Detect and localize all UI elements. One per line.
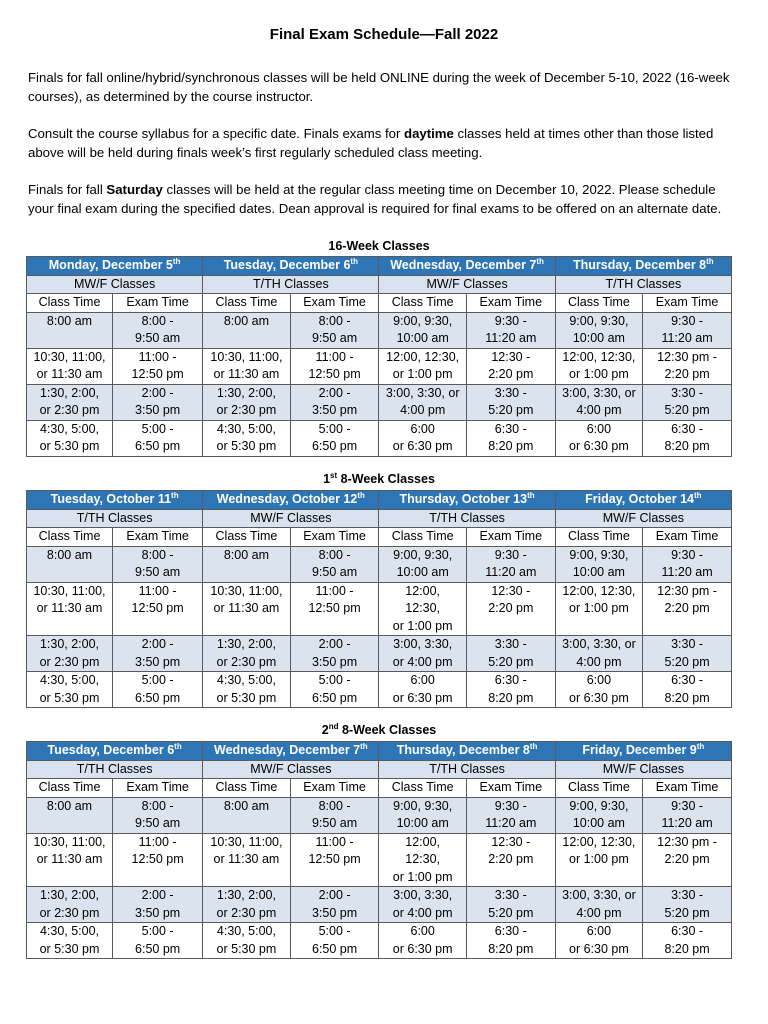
table-row (27, 887, 732, 923)
class-group-label: T/TH Classes (555, 275, 731, 294)
class-time-cell: 4:30, 5:00, or 5:30 pm (27, 923, 113, 959)
class-time-header: Class Time (203, 779, 290, 798)
caption-number: 1 (323, 472, 331, 486)
exam-time-header: Exam Time (290, 294, 379, 313)
class-group-label: MW/F Classes (203, 509, 379, 528)
table-row (27, 546, 732, 582)
day-header (27, 742, 203, 761)
caption-number: 2 (321, 723, 329, 737)
table-row (27, 797, 732, 833)
class-time-cell: 10:30, 11:00, or 11:30 am (27, 833, 113, 887)
paragraph-emphasis: daytime (404, 126, 454, 141)
exam-time-cell: 2:00 - 3:50 pm (113, 384, 203, 420)
exam-time-cell: 5:00 - 6:50 pm (290, 420, 379, 456)
class-time-cell: 12:00, 12:30, or 1:00 pm (555, 348, 642, 384)
class-time-cell: 4:30, 5:00, or 5:30 pm (203, 420, 290, 456)
exam-time-cell: 12:30 pm - 2:20 pm (643, 833, 732, 887)
exam-time-cell: 11:00 - 12:50 pm (113, 833, 203, 887)
day-header (27, 257, 203, 276)
class-group-row (27, 275, 732, 294)
exam-time-cell: 2:00 - 3:50 pm (290, 887, 379, 923)
class-time-cell: 9:00, 9:30, 10:00 am (555, 546, 642, 582)
exam-time-header: Exam Time (643, 779, 732, 798)
table-row (27, 636, 732, 672)
class-time-cell: 6:00 or 6:30 pm (555, 923, 642, 959)
exam-time-cell: 5:00 - 6:50 pm (290, 923, 379, 959)
class-time-header: Class Time (27, 528, 113, 547)
class-time-cell: 8:00 am (27, 312, 113, 348)
class-time-cell: 9:00, 9:30, 10:00 am (379, 546, 466, 582)
exam-time-header: Exam Time (643, 528, 732, 547)
table-row (27, 833, 732, 887)
day-header (555, 257, 731, 276)
class-time-cell: 12:00, 12:30, or 1:00 pm (555, 582, 642, 636)
exam-time-cell: 11:00 - 12:50 pm (113, 348, 203, 384)
class-time-cell: 4:30, 5:00, or 5:30 pm (203, 923, 290, 959)
class-group-row (27, 509, 732, 528)
exam-time-cell: 9:30 - 11:20 am (466, 312, 555, 348)
class-time-header: Class Time (555, 779, 642, 798)
class-group-label: T/TH Classes (27, 509, 203, 528)
exam-time-cell: 5:00 - 6:50 pm (290, 672, 379, 708)
exam-time-header: Exam Time (466, 528, 555, 547)
exam-time-cell: 3:30 - 5:20 pm (643, 384, 732, 420)
day-header-label: Friday, October 14 (585, 492, 694, 506)
class-time-cell: 3:00, 3:30, or 4:00 pm (379, 636, 466, 672)
exam-time-cell: 11:00 - 12:50 pm (290, 582, 379, 636)
exam-time-cell: 2:00 - 3:50 pm (290, 384, 379, 420)
class-time-cell: 10:30, 11:00, or 11:30 am (203, 833, 290, 887)
class-time-cell: 10:30, 11:00, or 11:30 am (27, 582, 113, 636)
class-time-cell: 9:00, 9:30, 10:00 am (379, 797, 466, 833)
exam-time-cell: 3:30 - 5:20 pm (643, 887, 732, 923)
exam-time-cell: 9:30 - 11:20 am (643, 312, 732, 348)
table-row (27, 582, 732, 636)
class-time-header: Class Time (203, 528, 290, 547)
table-caption-1st-8-week (26, 472, 732, 486)
day-header-label: Tuesday, October 11 (50, 492, 172, 506)
class-time-cell: 1:30, 2:00, or 2:30 pm (203, 384, 290, 420)
class-time-cell: 4:30, 5:00, or 5:30 pm (27, 420, 113, 456)
class-time-cell: 3:00, 3:30, or 4:00 pm (555, 887, 642, 923)
exam-time-cell: 3:30 - 5:20 pm (466, 636, 555, 672)
class-time-cell: 8:00 am (203, 797, 290, 833)
class-group-label: MW/F Classes (555, 760, 731, 779)
exam-time-cell: 8:00 - 9:50 am (290, 797, 379, 833)
class-time-cell: 10:30, 11:00, or 11:30 am (27, 348, 113, 384)
day-header-label: Friday, December 9 (582, 743, 697, 757)
exam-time-header: Exam Time (113, 528, 203, 547)
class-time-cell: 1:30, 2:00, or 2:30 pm (27, 887, 113, 923)
day-header-ordinal: th (174, 741, 182, 751)
paragraph-text: classes will be held at the regular class meeting time on December 10, 2022. Please schedule your final exam during the specified dates. Dean approval is required for final exams to be offered on an alternate date. (28, 182, 722, 216)
class-group-label: MW/F Classes (27, 275, 203, 294)
day-header-row (27, 257, 732, 276)
exam-time-cell: 3:30 - 5:20 pm (466, 887, 555, 923)
exam-time-cell: 12:30 - 2:20 pm (466, 582, 555, 636)
class-time-cell: 12:00, 12:30, or 1:00 pm (379, 348, 466, 384)
day-header-label: Wednesday, December 7 (214, 743, 361, 757)
class-time-cell: 3:00, 3:30, or 4:00 pm (379, 887, 466, 923)
class-group-label: MW/F Classes (379, 275, 555, 294)
day-header-label: Thursday, December 8 (396, 743, 530, 757)
exam-time-cell: 6:30 - 8:20 pm (643, 923, 732, 959)
class-time-cell: 1:30, 2:00, or 2:30 pm (203, 636, 290, 672)
class-time-cell: 10:30, 11:00, or 11:30 am (203, 582, 290, 636)
table-row (27, 420, 732, 456)
class-time-cell: 4:30, 5:00, or 5:30 pm (203, 672, 290, 708)
day-header-ordinal: th (706, 256, 714, 266)
day-header-ordinal: th (536, 256, 544, 266)
day-header-label: Monday, December 5 (48, 258, 173, 272)
exam-time-cell: 6:30 - 8:20 pm (466, 672, 555, 708)
day-header-ordinal: th (172, 256, 181, 266)
exam-time-cell: 9:30 - 11:20 am (643, 546, 732, 582)
exam-time-cell: 3:30 - 5:20 pm (643, 636, 732, 672)
exam-time-cell: 11:00 - 12:50 pm (290, 348, 379, 384)
exam-time-cell: 8:00 - 9:50 am (113, 797, 203, 833)
exam-time-cell: 12:30 pm - 2:20 pm (643, 348, 732, 384)
exam-time-header: Exam Time (113, 294, 203, 313)
day-header-ordinal: th (527, 490, 535, 500)
table-row (27, 348, 732, 384)
class-time-cell: 6:00 or 6:30 pm (379, 923, 466, 959)
day-header-ordinal: th (350, 256, 358, 266)
exam-time-header: Exam Time (643, 294, 732, 313)
class-time-cell: 8:00 am (27, 797, 113, 833)
class-group-label: MW/F Classes (203, 760, 379, 779)
class-group-label: T/TH Classes (27, 760, 203, 779)
exam-time-header: Exam Time (113, 779, 203, 798)
class-time-cell: 3:00, 3:30, or 4:00 pm (555, 384, 642, 420)
class-time-cell: 1:30, 2:00, or 2:30 pm (27, 384, 113, 420)
exam-time-cell: 6:30 - 8:20 pm (643, 420, 732, 456)
exam-time-cell: 8:00 - 9:50 am (290, 546, 379, 582)
class-time-cell: 12:00, 12:30, or 1:00 pm (555, 833, 642, 887)
class-time-cell: 10:30, 11:00, or 11:30 am (203, 348, 290, 384)
class-time-header: Class Time (379, 294, 466, 313)
day-header (555, 742, 731, 761)
day-header (203, 491, 379, 510)
day-header-label: Tuesday, December 6 (47, 743, 175, 757)
table-row (27, 384, 732, 420)
day-header (379, 491, 555, 510)
table-row (27, 312, 732, 348)
exam-time-cell: 5:00 - 6:50 pm (113, 672, 203, 708)
exam-time-header: Exam Time (290, 779, 379, 798)
schedule-table-16-week (26, 256, 732, 457)
day-header-label: Thursday, October 13 (399, 492, 528, 506)
daytime-finals-paragraph (28, 124, 744, 162)
table-caption-2nd-8-week (26, 723, 732, 737)
class-time-cell: 9:00, 9:30, 10:00 am (555, 797, 642, 833)
exam-time-cell: 3:30 - 5:20 pm (466, 384, 555, 420)
day-header-row (27, 742, 732, 761)
schedule-table-2nd-8-week (26, 741, 732, 959)
exam-time-cell: 9:30 - 11:20 am (643, 797, 732, 833)
class-time-cell: 6:00 or 6:30 pm (555, 672, 642, 708)
class-group-label: T/TH Classes (379, 509, 555, 528)
caption-text: 8-Week Classes (337, 472, 435, 486)
day-header (203, 742, 379, 761)
day-header (27, 491, 203, 510)
exam-time-cell: 2:00 - 3:50 pm (113, 887, 203, 923)
day-header (379, 742, 555, 761)
day-header-ordinal: th (693, 490, 702, 500)
class-time-cell: 9:00, 9:30, 10:00 am (555, 312, 642, 348)
column-header-row (27, 528, 732, 547)
table-caption-16-week (26, 239, 732, 253)
day-header-label: Wednesday, October 12 (216, 492, 358, 506)
exam-time-cell: 11:00 - 12:50 pm (290, 833, 379, 887)
exam-time-cell: 11:00 - 12:50 pm (113, 582, 203, 636)
exam-time-cell: 5:00 - 6:50 pm (113, 923, 203, 959)
exam-time-cell: 12:30 - 2:20 pm (466, 348, 555, 384)
schedule-table-1st-8-week (26, 490, 732, 708)
class-group-row (27, 760, 732, 779)
class-time-cell: 3:00, 3:30, or 4:00 pm (555, 636, 642, 672)
caption-text: 8-Week Classes (338, 723, 437, 737)
class-time-header: Class Time (203, 294, 290, 313)
exam-time-cell: 9:30 - 11:20 am (466, 797, 555, 833)
class-time-cell: 6:00 or 6:30 pm (379, 672, 466, 708)
day-header-label: Tuesday, December 6 (223, 258, 351, 272)
column-header-row (27, 779, 732, 798)
day-header-ordinal: th (357, 490, 365, 500)
class-time-cell: 8:00 am (203, 546, 290, 582)
caption-text: 16-Week Classes (328, 239, 430, 253)
exam-time-cell: 2:00 - 3:50 pm (113, 636, 203, 672)
class-time-cell: 9:00, 9:30, 10:00 am (379, 312, 466, 348)
exam-time-cell: 8:00 - 9:50 am (113, 546, 203, 582)
exam-time-header: Exam Time (290, 528, 379, 547)
class-time-cell: 4:30, 5:00, or 5:30 pm (27, 672, 113, 708)
class-time-header: Class Time (379, 779, 466, 798)
day-header-ordinal: th (171, 490, 179, 500)
caption-ordinal: st (330, 470, 338, 480)
class-time-header: Class Time (555, 528, 642, 547)
class-group-label: T/TH Classes (379, 760, 555, 779)
class-time-header: Class Time (379, 528, 466, 547)
exam-time-cell: 6:30 - 8:20 pm (643, 672, 732, 708)
saturday-finals-paragraph (28, 180, 744, 218)
paragraph-text: Finals for fall (28, 182, 107, 197)
class-time-cell: 6:00 or 6:30 pm (555, 420, 642, 456)
exam-time-cell: 8:00 - 9:50 am (113, 312, 203, 348)
day-header-ordinal: th (696, 741, 705, 751)
class-group-label: T/TH Classes (203, 275, 379, 294)
paragraph-emphasis: Saturday (106, 182, 163, 197)
exam-time-cell: 9:30 - 11:20 am (466, 546, 555, 582)
class-group-label: MW/F Classes (555, 509, 731, 528)
class-time-cell: 8:00 am (27, 546, 113, 582)
paragraph-text: classes held at times other than those listed above will be held during finals week’s first regularly scheduled class meeting. (28, 126, 714, 160)
class-time-cell: 12:00, 12:30, or 1:00 pm (379, 582, 466, 636)
class-time-header: Class Time (555, 294, 642, 313)
column-header-row (27, 294, 732, 313)
exam-time-cell: 12:30 pm - 2:20 pm (643, 582, 732, 636)
class-time-cell: 12:00, 12:30, or 1:00 pm (379, 833, 466, 887)
exam-time-cell: 12:30 - 2:20 pm (466, 833, 555, 887)
day-header-row (27, 491, 732, 510)
day-header-ordinal: th (360, 741, 368, 751)
class-time-header: Class Time (27, 779, 113, 798)
exam-time-header: Exam Time (466, 779, 555, 798)
caption-ordinal: nd (328, 721, 339, 731)
day-header (555, 491, 731, 510)
class-time-cell: 8:00 am (203, 312, 290, 348)
table-row (27, 672, 732, 708)
online-finals-paragraph: Finals for fall online/hybrid/synchronous classes will be held ONLINE during the week of December 5-10, 2022 (16-week courses), as determined by the course instructor. (28, 70, 730, 104)
exam-time-header: Exam Time (466, 294, 555, 313)
day-header (203, 257, 379, 276)
class-time-cell: 1:30, 2:00, or 2:30 pm (203, 887, 290, 923)
table-row (27, 923, 732, 959)
exam-time-cell: 5:00 - 6:50 pm (113, 420, 203, 456)
exam-time-cell: 6:30 - 8:20 pm (466, 923, 555, 959)
class-time-cell: 1:30, 2:00, or 2:30 pm (27, 636, 113, 672)
class-time-header: Class Time (27, 294, 113, 313)
exam-time-cell: 8:00 - 9:50 am (290, 312, 379, 348)
class-time-cell: 6:00 or 6:30 pm (379, 420, 466, 456)
exam-time-cell: 2:00 - 3:50 pm (290, 636, 379, 672)
day-header-label: Thursday, December 8 (572, 258, 707, 272)
day-header-ordinal: th (529, 741, 538, 751)
exam-time-cell: 6:30 - 8:20 pm (466, 420, 555, 456)
page-title: Final Exam Schedule—Fall 2022 (269, 26, 499, 43)
class-time-cell: 3:00, 3:30, or 4:00 pm (379, 384, 466, 420)
paragraph-text: Consult the course syllabus for a specific date. Finals exams for (28, 126, 405, 141)
day-header (379, 257, 555, 276)
day-header-label: Wednesday, December 7 (390, 258, 537, 272)
